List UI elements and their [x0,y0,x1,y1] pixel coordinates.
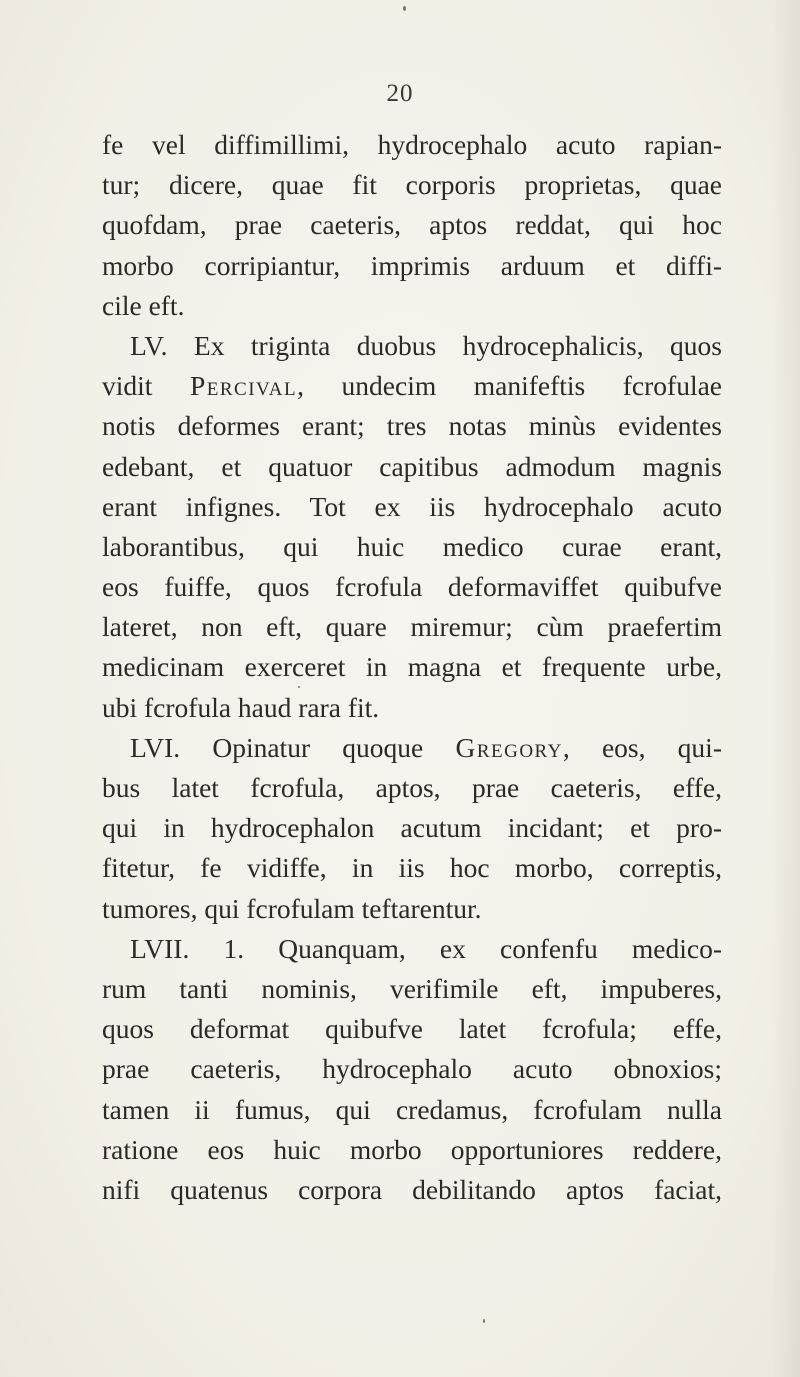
text-line: qui in hydrocephalon acutum incidant; et pro- [102,812,722,844]
author-name-percival: Percival [189,370,298,402]
paragraph-start-LVI: LVI. Opinatur quoque Gregory, eos, qui- [130,731,722,763]
text-line: fe vel diffimillimi, hydrocephalo acuto rapian- [102,129,722,160]
text-line: ubi fcrofula haud rara fit. [102,691,380,723]
text-line: lateret, non eft, quare miremur; cùm praefertim [102,611,722,643]
text-line: nifi quatenus corpora debilitando aptos faciat, [102,1173,722,1205]
text-line: quos deformat quibufve latet fcrofula; effe, [102,1013,722,1045]
text-line: morbo corripiantur, imprimis arduum et diffi- [102,249,722,281]
text-line: medicinam exerceret in magna et frequente urbe, [102,651,722,683]
paragraph-start-LV: LV. Ex triginta duobus hydrocephalicis, quos [130,329,722,361]
text-line: tamen ii fumus, qui credamus, fcrofulam nulla [102,1093,722,1125]
ink-speck [403,6,406,11]
text-line: quofdam, prae caeteris, aptos reddat, qui hoc [102,209,722,241]
text-line: fitetur, fe vidiffe, in iis hoc morbo, correptis, [102,852,722,884]
text-line: tumores, qui fcrofulam teftarentur. [102,892,482,924]
text-line: bus latet fcrofula, aptos, prae caeteris, effe, [102,772,722,803]
text-line: edebant, et quatuor capitibus admodum magnis [102,450,722,482]
text-line: eos fuiffe, quos fcrofula deformaviffet quibufve [102,571,722,603]
text-line: cile eft. [102,289,185,321]
text-line: prae caeteris, hydrocephalo acuto obnoxios; [102,1053,722,1085]
ink-speck [483,1319,485,1323]
text-line: tur; dicere, quae fit corporis proprietas, quae [102,169,722,201]
page-number: 20 [386,80,414,107]
text-line: ratione eos huic morbo opportuniores reddere, [102,1133,722,1165]
text-line: erant infignes. Tot ex iis hydrocephalo acuto [102,490,722,522]
text-line: notis deformes erant; tres notas minùs evidentes [102,410,722,442]
text-line: rum tanti nominis, verifimile eft, impuberes, [102,972,722,1004]
text-line: laborantibus, qui huic medico curae erant, [102,530,722,562]
text-line: vidit Percival, undecim manifeftis fcrofulae [102,370,722,402]
author-name-gregory: Gregory [455,731,563,763]
page-edge-shadow [772,0,800,1377]
body-text [102,125,722,1210]
paragraph-start-LVII: LVII. 1. Quanquam, ex confenfu medico- [130,932,722,964]
